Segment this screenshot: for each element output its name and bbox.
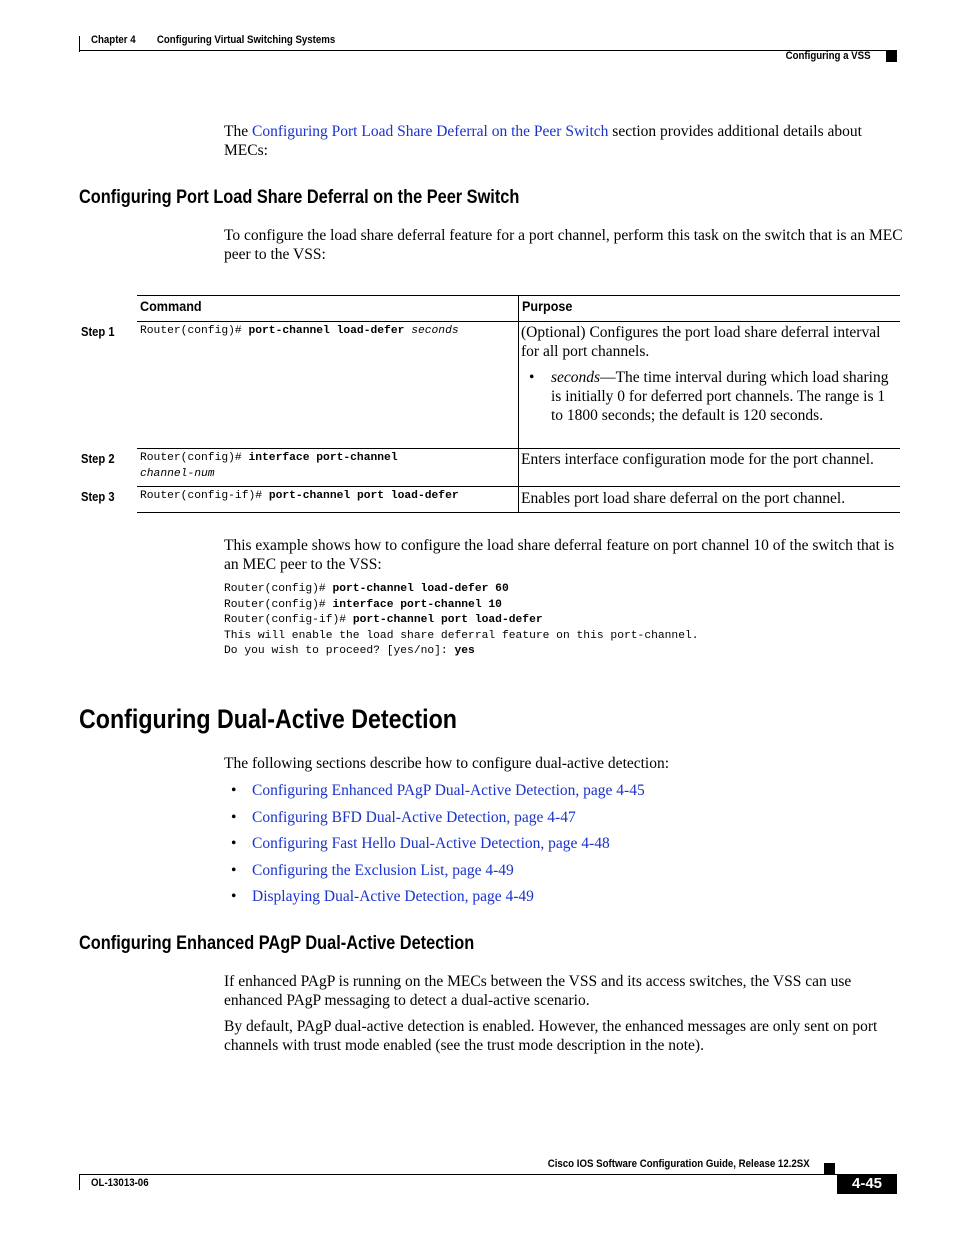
table-bottom-rule: [137, 512, 900, 513]
step-1-bullet-term: seconds: [551, 369, 601, 386]
section2-intro: The following sections describe how to configure dual-active detection:: [224, 755, 670, 772]
step-1-cmd: port-channel load-defer: [248, 325, 405, 337]
step-2-prompt: Router(config)#: [140, 452, 249, 464]
section-heading-dual-active: Configuring Dual-Active Detection: [79, 704, 457, 734]
header-rule: [79, 50, 897, 51]
code-cmd: port-channel load-defer 60: [332, 583, 509, 595]
step-3-label: Step 3: [81, 489, 115, 504]
step-3-cmd: port-channel port load-defer: [268, 490, 459, 502]
footer-guide-title: Cisco IOS Software Configuration Guide, Release 12.2SX: [548, 1158, 810, 1170]
header-chapter-title: Configuring Virtual Switching Systems: [156, 34, 336, 46]
intro-link[interactable]: Configuring Port Load Share Deferral on the Peer Switch: [251, 123, 609, 140]
code-prompt: This will enable the load share deferral feature on this port-channel.: [224, 629, 699, 642]
code-cmd: interface port-channel 10: [332, 598, 502, 611]
header-section: Configuring a VSS: [786, 50, 871, 62]
code-prompt: Router(config)#: [224, 598, 333, 611]
footer-page-number: 4-45: [851, 1175, 883, 1192]
code-line: [224, 582, 699, 598]
link-displaying[interactable]: Displaying Dual-Active Detection, page 4-49: [252, 888, 534, 906]
footer-black-box: [824, 1163, 835, 1174]
footer-rule: [79, 1174, 897, 1175]
section3-paragraph-2: By default, PAgP dual-active detection is enabled. However, the enhanced messages are only sent on port channels with trust mode enabled (see the trust mode description in the note).: [224, 1018, 878, 1054]
step-2-purpose: Enters interface configuration mode for the port channel.: [521, 451, 874, 468]
link-exclusion-list[interactable]: Configuring the Exclusion List, page 4-49: [252, 861, 514, 879]
section-heading-load-share: Configuring Port Load Share Deferral on the Peer Switch: [79, 187, 520, 208]
header-chapter: [91, 34, 335, 46]
code-line: [224, 644, 699, 660]
step-2-label: Step 2: [81, 451, 115, 466]
table-row-rule-1: [137, 448, 900, 449]
section-heading-enhanced-pagp: Configuring Enhanced PAgP Dual-Active Detection: [79, 933, 475, 954]
footer-left-bar: [79, 1174, 80, 1190]
code-cmd: port-channel port load-defer: [352, 614, 543, 626]
table-header-command: Command: [140, 298, 202, 314]
list-item: [224, 861, 645, 888]
step-1-command: [140, 324, 459, 340]
code-line: [224, 598, 699, 614]
step-1-purpose-text: (Optional) Configures the port load share deferral interval for all port channels.: [521, 324, 881, 360]
code-prompt: Router(config)#: [224, 583, 333, 595]
step-1-prompt: Router(config)#: [140, 325, 249, 337]
code-prompt: Router(config-if)#: [224, 614, 353, 626]
section1-intro: To configure the load share deferral feature for a port channel, perform this task on the switch that is an MEC peer to the VSS:: [224, 227, 903, 263]
table-row-rule-2: [137, 486, 900, 487]
step-2-cmd: interface port-channel: [248, 452, 398, 464]
intro-paragraph: [224, 122, 904, 160]
example-intro: This example shows how to configure the load share deferral feature on port channel 10 of the switch that is an MEC peer to the VSS:: [224, 537, 895, 573]
list-item: [224, 808, 645, 835]
code-cmd: yes: [454, 645, 475, 657]
step-2-command: [140, 451, 398, 482]
code-prompt: Do you wish to proceed? [yes/no]:: [224, 645, 455, 657]
table-column-divider: [518, 295, 519, 513]
link-fast-hello[interactable]: Configuring Fast Hello Dual-Active Detection, page 4-48: [252, 835, 610, 853]
step-1-purpose: [521, 323, 893, 425]
step-2-arg: channel-num: [140, 467, 215, 480]
code-line: [224, 629, 699, 645]
link-bfd[interactable]: Configuring BFD Dual-Active Detection, page 4-47: [252, 808, 576, 826]
link-enhanced-pagp[interactable]: Configuring Enhanced PAgP Dual-Active Detection, page 4-45: [252, 782, 645, 799]
section3-paragraph-1: If enhanced PAgP is running on the MECs between the VSS and its access switches, the VSS can use enhanced PAgP messaging to detect a dual-active scenario.: [224, 973, 852, 1009]
table-header-purpose: Purpose: [522, 298, 573, 314]
list-item: [224, 887, 645, 914]
step-3-prompt: Router(config-if)#: [140, 490, 269, 502]
step-3-command: [140, 489, 459, 505]
step-1-purpose-bullet: [521, 368, 893, 425]
step-1-arg: seconds: [411, 325, 459, 337]
list-item: [224, 834, 645, 861]
list-item: [224, 781, 645, 808]
footer-doc-id: OL-13013-06: [91, 1177, 149, 1189]
code-line: [224, 613, 699, 629]
step-1-label: Step 1: [81, 324, 115, 339]
step-3-purpose: Enables port load share deferral on the port channel.: [521, 490, 846, 507]
step-1-bullet-text: —The time interval during which load sharing is initially 0 for deferred port channels. The range is 1 to 1800 seconds; the default is 120 seconds.: [551, 369, 889, 424]
intro-text-pre: The: [224, 123, 252, 140]
example-code-block: [224, 582, 699, 660]
header-chapter-number: Chapter 4: [91, 34, 136, 46]
intro-text-post: section provides additional details about MECs:: [224, 123, 862, 159]
header-black-box: [886, 51, 897, 62]
dual-active-link-list: [224, 781, 645, 914]
